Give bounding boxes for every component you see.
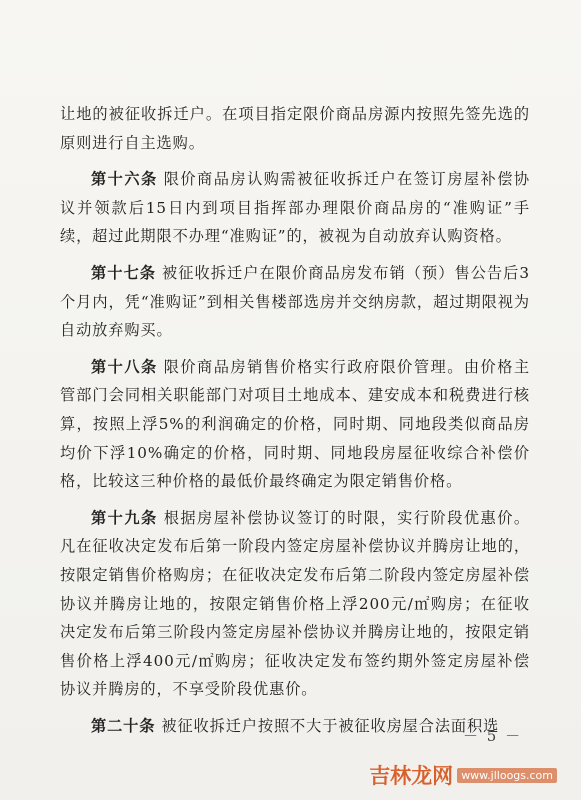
paragraph-text: 被征收拆迁户按照不大于被征收房屋合法面积选 xyxy=(161,716,500,735)
article-19 xyxy=(60,504,530,704)
article-heading: 第十八条 xyxy=(91,357,158,376)
article-heading: 第十七条 xyxy=(91,263,156,282)
article-heading: 第十六条 xyxy=(91,170,158,189)
article-18 xyxy=(60,353,530,496)
article-heading: 第二十条 xyxy=(91,716,156,735)
article-heading: 第十九条 xyxy=(91,508,158,527)
paragraph-text: 根据房屋补偿协议签订的时限，实行阶段优惠价。凡在征收决定发布后第一阶段内签定房屋补偿协议并腾房让地的，按限定销售价格购房；在征收决定发布后第二阶段内签定房屋补偿协议并腾房让地的，按限定销售价格上浮200元/㎡购房；在征收决定发布后第三阶段内签定房屋补偿协议并腾房让地的，按限定销售价格上浮400元/㎡购房；征收决定发布签约期外签定房屋补偿协议并腾房的，不享受阶段优惠价。 xyxy=(60,508,530,699)
document-body xyxy=(60,100,530,748)
site-watermark xyxy=(369,760,557,790)
article-17 xyxy=(60,259,530,345)
paragraph-text: 被征收拆迁户在限价商品房发布销（预）售公告后3个月内，凭“准购证”到相关售楼部选房并交纳房款，超过期限视为自动放弃购买。 xyxy=(60,263,530,340)
paragraph-text: 限价商品房认购需被征收拆迁户在签订房屋补偿协议并领款后15日内到项目指挥部办理限价商品房的“准购证”手续，超过此期限不办理“准购证”的，被视为自动放弃认购资格。 xyxy=(60,170,530,246)
paragraph-text: 让地的被征收拆迁户。在项目指定限价商品房源内按照先签先选的原则进行自主选购。 xyxy=(60,105,530,152)
watermark-text: 吉林龙网 xyxy=(369,764,454,788)
page-number: － 5 － xyxy=(463,727,523,745)
watermark-url: www.jlloogs.com xyxy=(457,768,557,783)
paragraph-text: 限价商品房销售价格实行政府限价管理。由价格主管部门会同相关职能部门对项目土地成本、建安成本和税费进行核算，按照上浮5%的利润确定的价格，同时期、同地段类似商品房均价下浮10%确定的价格，同时期、同地段房屋征收综合补偿价格，比较这三种价格的最低价最终确定为限定销售价格。 xyxy=(60,357,530,491)
article-20 xyxy=(60,712,530,741)
article-16 xyxy=(60,165,530,251)
paragraph-0 xyxy=(60,100,530,157)
